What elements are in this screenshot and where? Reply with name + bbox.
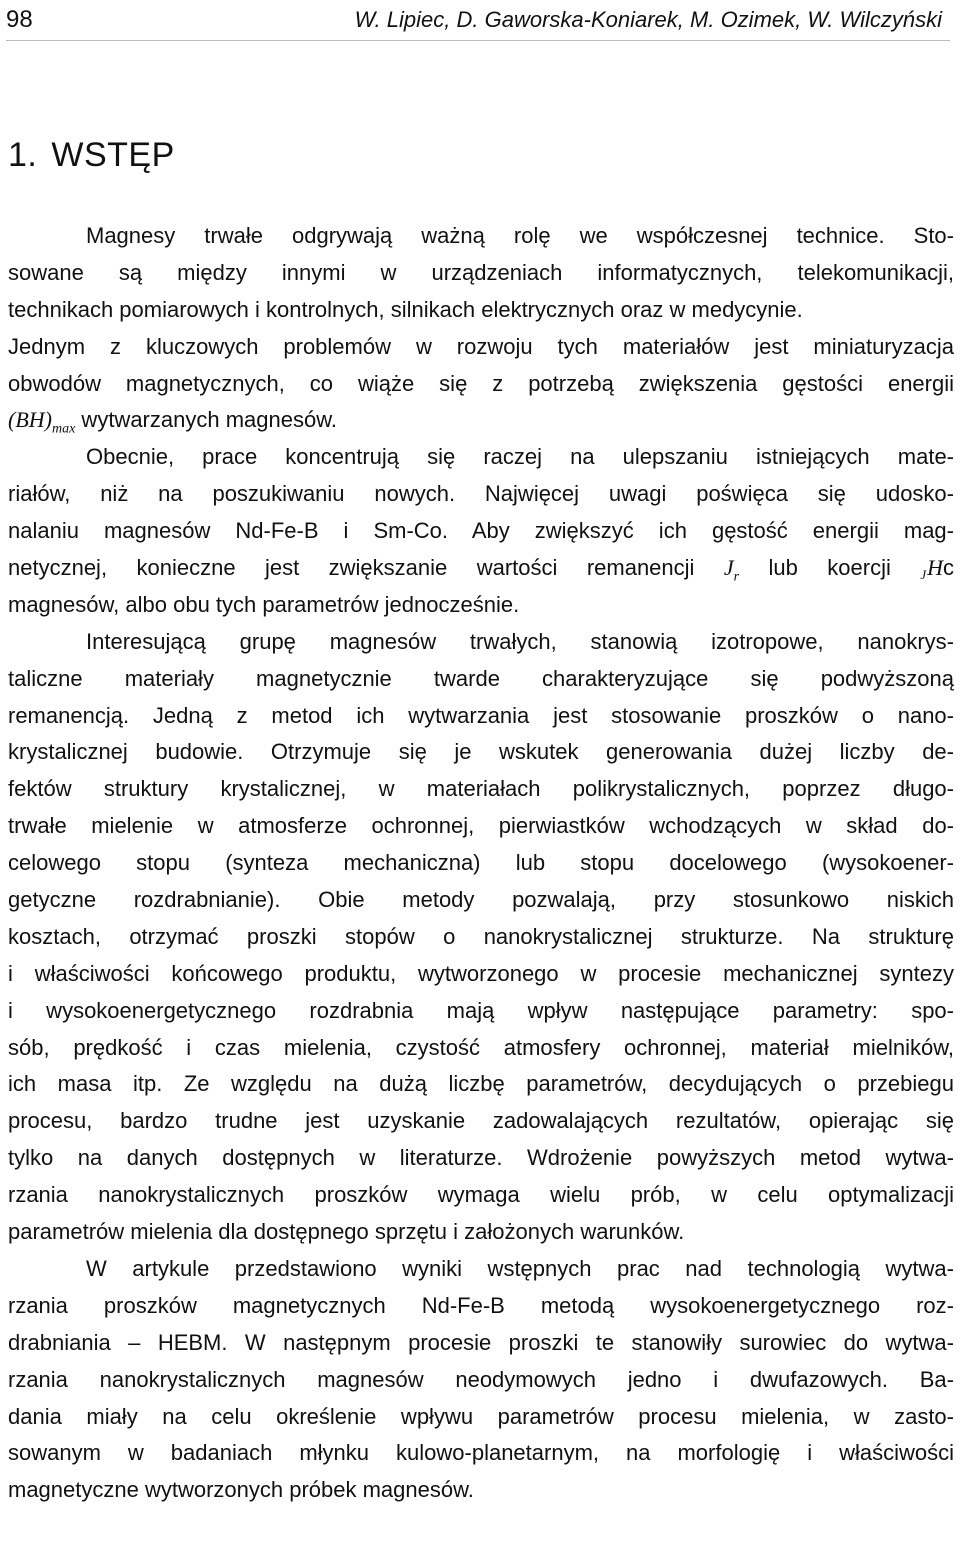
text-line: rzania nanokrystalicznych magnesów neodymowych jedno i dwufazowych. Ba- bbox=[8, 1366, 954, 1392]
body-text bbox=[8, 218, 954, 1509]
text-line: getyczne rozdrabnianie). Obie metody pozwalają, przy stosunkowo niskich bbox=[8, 887, 954, 913]
jhc-suffix: c bbox=[943, 555, 954, 581]
section-title: WSTĘP bbox=[51, 136, 175, 174]
text-line: magnetyczne wytworzonych próbek magnesów. bbox=[8, 1477, 474, 1503]
jr-subscript: r bbox=[733, 569, 740, 585]
text-line: riałów, niż na poszukiwaniu nowych. Najwięcej uwagi poświęca się udosko- bbox=[8, 481, 954, 507]
text-line: procesu, bardzo trudne jest uzyskanie zadowalających rezultatów, opierając się bbox=[8, 1108, 954, 1134]
text-line: parametrów mielenia dla dostępnego sprzętu i założonych warunków. bbox=[8, 1219, 685, 1245]
text-line: i wysokoenergetycznego rozdrabnia mają wpływ następujące parametry: spo- bbox=[8, 997, 954, 1023]
text-line: Jednym z kluczowych problemów w rozwoju tych materiałów jest miniaturyzacja bbox=[8, 333, 954, 359]
bh-symbol: (BH) bbox=[8, 407, 52, 433]
text-line: sób, prędkość i czas mielenia, czystość atmosfery ochronnej, materiał mielników, bbox=[8, 1034, 954, 1060]
text-line: fektów struktury krystalicznej, w materiałach polikrystalicznych, poprzez długo- bbox=[8, 776, 954, 802]
text-line: W artykule przedstawiono wyniki wstępnych prac nad technologią wytwa- bbox=[86, 1255, 954, 1281]
text-line: magnesów, albo obu tych parametrów jednocześnie. bbox=[8, 591, 520, 617]
running-head-authors: W. Lipiec, D. Gaworska-Koniarek, M. Ozimek, W. Wilczyński bbox=[354, 7, 942, 32]
text-line: nalaniu magnesów Nd-Fe-B i Sm-Co. Aby zwiększyć ich gęstość energii mag- bbox=[8, 518, 954, 544]
text-line: ich masa itp. Ze względu na dużą liczbę parametrów, decydujących o przebiegu bbox=[8, 1071, 954, 1097]
text-line: taliczne materiały magnetycznie twarde charakteryzujące się podwyższoną bbox=[8, 665, 954, 691]
text-line: rzania proszków magnetycznych Nd-Fe-B metodą wysokoenergetycznego roz- bbox=[8, 1292, 954, 1318]
text-line: tylko na danych dostępnych w literaturze. Wdrożenie powyższych metod wytwa- bbox=[8, 1145, 954, 1171]
text-line: krystalicznej budowie. Otrzymuje się je wskutek generowania dużej liczby de- bbox=[8, 739, 954, 765]
text-line: remanencją. Jedną z metod ich wytwarzania jest stosowanie proszków o nano- bbox=[8, 702, 954, 728]
text-line: sowane są między innymi w urządzeniach informatycznych, telekomunikacji, bbox=[8, 259, 954, 285]
text-line: sowanym w badaniach młynku kulowo-planetarnym, na morfologię i właściwości bbox=[8, 1440, 954, 1466]
text-line-bh-max bbox=[8, 402, 954, 439]
text-line: trwałe mielenie w atmosferze ochronnej, pierwiastków wchodzących w skład do- bbox=[8, 813, 954, 839]
text-line: dania miały na celu określenie wpływu parametrów procesu mielenia, w zasto- bbox=[8, 1403, 954, 1429]
section-heading bbox=[8, 136, 175, 175]
text-fragment: wytwarzanych magnesów. bbox=[75, 407, 337, 433]
jr-symbol: J bbox=[723, 555, 734, 581]
text-line: Interesującą grupę magnesów trwałych, stanowią izotropowe, nanokrys- bbox=[86, 628, 954, 654]
jhc-symbol: H bbox=[927, 555, 943, 581]
text-line: Obecnie, prace koncentrują się raczej na ulepszaniu istniejących mate- bbox=[86, 444, 954, 470]
text-line: technikach pomiarowych i kontrolnych, silnikach elektrycznych oraz w medycynie. bbox=[8, 296, 803, 322]
text-line: kosztach, otrzymać proszki stopów o nanokrystalicznej strukturze. Na strukturę bbox=[8, 923, 954, 949]
text-line: celowego stopu (synteza mechaniczna) lub stopu docelowego (wysokoener- bbox=[8, 850, 954, 876]
text-line: rzania nanokrystalicznych proszków wymaga wielu prób, w celu optymalizacji bbox=[8, 1182, 954, 1208]
text-line: obwodów magnetycznych, co wiąże się z potrzebą zwiększenia gęstości energii bbox=[8, 370, 954, 396]
bh-subscript: max bbox=[51, 421, 76, 437]
page-number: 98 bbox=[6, 6, 33, 33]
section-number: 1. bbox=[8, 136, 38, 174]
text-fragment: netycznej, konieczne jest zwiększanie wartości remanencji bbox=[8, 555, 724, 581]
text-line: drabniania – HEBM. W następnym procesie proszki te stanowiły surowiec do wytwa- bbox=[8, 1329, 954, 1355]
text-fragment: lub koercji bbox=[739, 555, 921, 581]
running-header bbox=[6, 0, 950, 41]
text-line: Magnesy trwałe odgrywają ważną rolę we współczesnej technice. Sto- bbox=[86, 223, 954, 248]
text-line: i właściwości końcowego produktu, wytworzonego w procesie mechanicznej syntezy bbox=[8, 960, 954, 986]
jhc-presubscript: J bbox=[920, 567, 927, 583]
text-line-remanence-coercivity bbox=[8, 550, 954, 587]
